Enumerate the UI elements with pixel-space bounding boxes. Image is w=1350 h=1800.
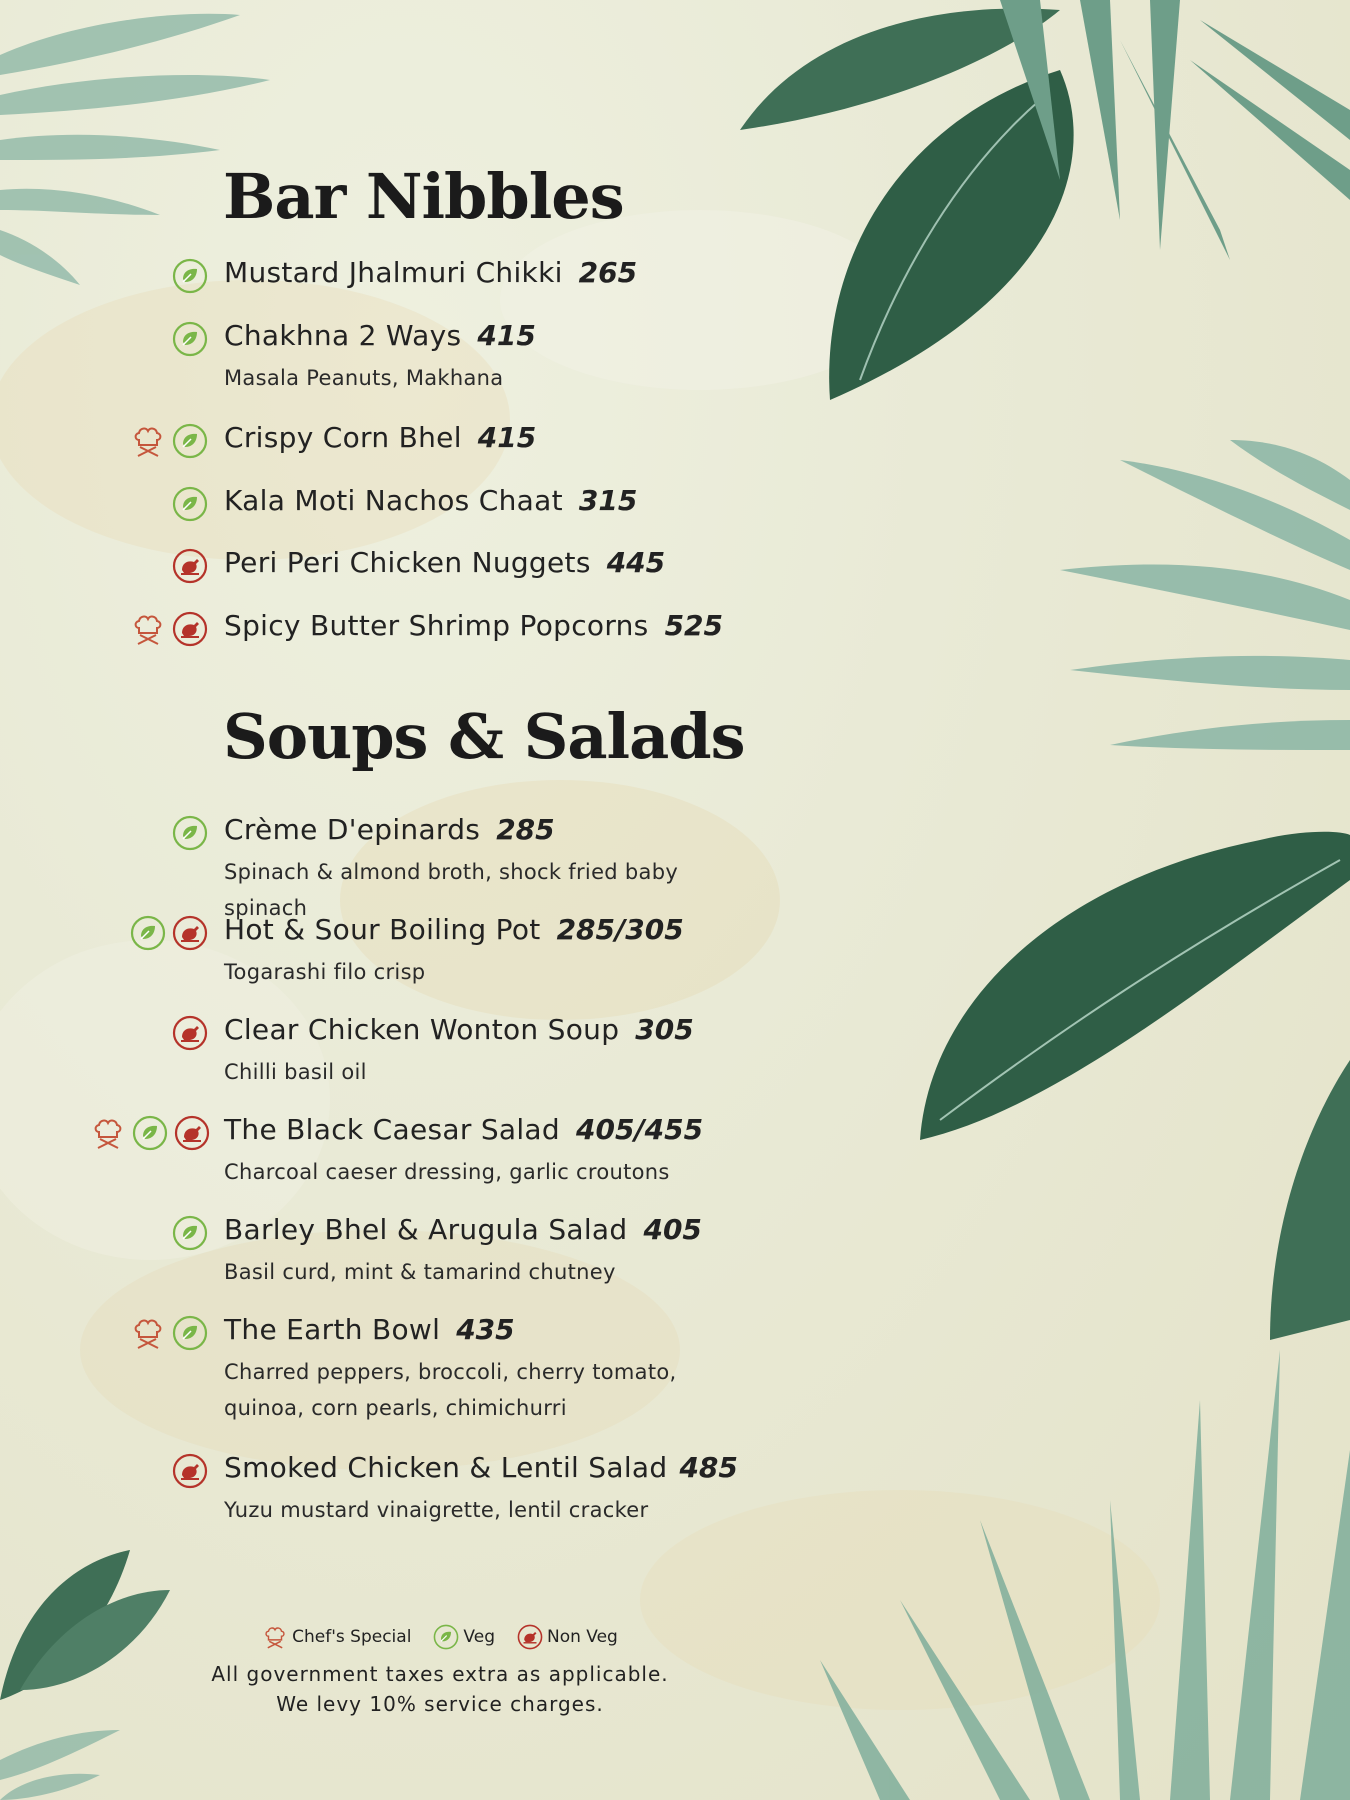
- item-name: Peri Peri Chicken Nuggets: [224, 546, 591, 579]
- chefs-special-icon: [130, 1315, 166, 1351]
- menu-item-black-caesar-salad: [224, 1113, 703, 1190]
- chefs-special-icon: [130, 611, 166, 647]
- item-name: The Black Caesar Salad: [224, 1113, 560, 1146]
- item-name: Mustard Jhalmuri Chikki: [224, 256, 563, 289]
- item-price: 415: [477, 319, 536, 352]
- veg-icon: [172, 1215, 208, 1251]
- legend-non-veg: [517, 1624, 618, 1650]
- menu-item-spicy-butter-shrimp-popcorns: [224, 609, 723, 642]
- chefs-special-icon: [130, 423, 166, 459]
- footer-tax-note: All government taxes extra as applicable.: [211, 1662, 669, 1686]
- non-veg-icon: [174, 1115, 210, 1151]
- non-veg-icon: [172, 1453, 208, 1489]
- item-name: Kala Moti Nachos Chaat: [224, 484, 563, 517]
- item-price: 405/455: [575, 1113, 704, 1146]
- non-veg-icon: [172, 548, 208, 584]
- menu-item-hot-sour-boiling-pot: [224, 913, 684, 990]
- item-description: Spinach & almond broth, shock fried baby spinach: [224, 860, 679, 920]
- chefs-special-icon: [90, 1115, 126, 1151]
- item-description: Basil curd, mint & tamarind chutney: [224, 1260, 616, 1284]
- section-title-bar-nibbles: Bar Nibbles: [223, 160, 624, 233]
- item-name: Clear Chicken Wonton Soup: [224, 1013, 620, 1046]
- section-title-soups-salads: Soups & Salads: [223, 700, 745, 773]
- item-price: 265: [578, 256, 638, 289]
- item-price: 305: [635, 1013, 694, 1046]
- legend-label: Veg: [463, 1627, 495, 1647]
- item-price: 285/305: [556, 913, 684, 946]
- menu-item-clear-chicken-wonton-soup: [224, 1013, 694, 1090]
- veg-icon: [172, 815, 208, 851]
- item-price: 415: [477, 421, 537, 454]
- item-price: 525: [664, 609, 724, 642]
- item-name: Crème D'epinards: [224, 813, 481, 846]
- legend-chefs-special: [262, 1624, 411, 1650]
- menu-item-kala-moti-nachos-chaat: [224, 484, 637, 517]
- icon-legend: [0, 1624, 880, 1650]
- item-name: The Earth Bowl: [224, 1313, 441, 1346]
- veg-icon: [172, 258, 208, 294]
- menu-item-peri-peri-chicken-nuggets: [224, 546, 665, 579]
- menu-item-the-earth-bowl: [224, 1313, 724, 1426]
- non-veg-icon: [172, 915, 208, 951]
- menu-item-smoked-chicken-lentil-salad: [224, 1451, 738, 1528]
- menu-item-chakhna-2-ways: [224, 319, 536, 396]
- item-price: 445: [606, 546, 666, 579]
- item-name: Smoked Chicken & Lentil Salad: [224, 1451, 668, 1484]
- menu-item-barley-bhel-arugula-salad: [224, 1213, 702, 1290]
- item-description: Charred peppers, broccoli, cherry tomato, quinoa, corn pearls, chimichurri: [224, 1360, 677, 1420]
- item-description: Yuzu mustard vinaigrette, lentil cracker: [224, 1498, 649, 1522]
- legend-label: Chef's Special: [292, 1627, 412, 1647]
- item-price: 285: [496, 813, 555, 846]
- item-name: Spicy Butter Shrimp Popcorns: [224, 609, 649, 642]
- legend-label: Non Veg: [546, 1627, 618, 1647]
- veg-icon: [172, 486, 208, 522]
- legend-veg: [433, 1624, 495, 1650]
- veg-icon: [172, 321, 208, 357]
- item-description: Charcoal caeser dressing, garlic croutons: [224, 1160, 670, 1184]
- item-name: Hot & Sour Boiling Pot: [224, 913, 541, 946]
- menu-item-crispy-corn-bhel: [224, 421, 536, 454]
- footer-service-charge-note: We levy 10% service charges.: [276, 1692, 604, 1716]
- item-description: Masala Peanuts, Makhana: [224, 366, 504, 390]
- veg-icon: [172, 423, 208, 459]
- item-description: Togarashi filo crisp: [224, 960, 426, 984]
- non-veg-icon: [172, 1015, 208, 1051]
- item-price: 435: [456, 1313, 515, 1346]
- non-veg-icon: [172, 611, 208, 647]
- item-price: 405: [643, 1213, 702, 1246]
- item-name: Barley Bhel & Arugula Salad: [224, 1213, 628, 1246]
- non-veg-icon: [517, 1624, 543, 1650]
- item-description: Chilli basil oil: [224, 1060, 367, 1084]
- item-price: 315: [578, 484, 638, 517]
- veg-icon: [433, 1624, 459, 1650]
- item-name: Chakhna 2 Ways: [224, 319, 462, 352]
- veg-icon: [132, 1115, 168, 1151]
- veg-icon: [172, 1315, 208, 1351]
- menu-item-mustard-jhalmuri-chikki: [224, 256, 637, 289]
- item-name: Crispy Corn Bhel: [224, 421, 462, 454]
- item-price: 485: [679, 1451, 738, 1484]
- menu-item-creme-depinards: [224, 813, 744, 926]
- chefs-special-icon: [262, 1624, 288, 1650]
- veg-icon: [130, 915, 166, 951]
